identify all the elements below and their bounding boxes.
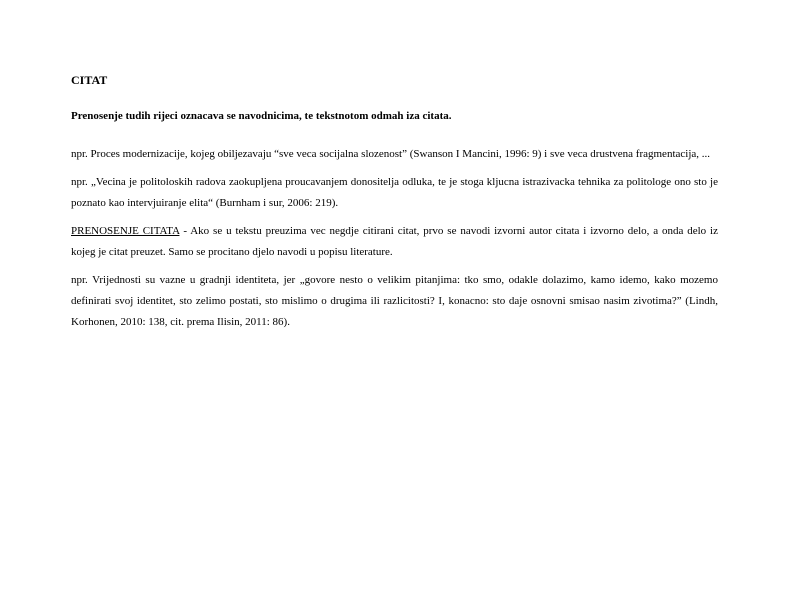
paragraph-example-3 [71, 270, 718, 333]
paragraph-lead-term: PRENOSENJE CITATA [71, 225, 180, 237]
paragraph-prenosenje-citata [71, 221, 718, 263]
paragraph-example-2 [71, 172, 718, 214]
document-page [71, 72, 718, 340]
paragraph-text: npr. „Vecina je politoloskih radova zaokupljena proucavanjem donositelja odluka, te je stoga kljucna istrazivacka tehnika za politologe ono sto je poznato kao intervjuiranje elita“ (Burnham i sur, 2006: 219). [71, 176, 718, 209]
paragraph-example-1 [71, 144, 718, 165]
document-title: CITAT [71, 73, 108, 87]
paragraph-text: - Ako se u tekstu preuzima vec negdje citirani citat, prvo se navodi izvorni autor citata i izvorno delo, a onda delo iz kojeg je citat preuzet. Samo se procitano djelo navodi u popisu literature. [71, 225, 718, 258]
document-subtitle: Prenosenje tudih rijeci oznacava se navodnicima, te tekstnotom odmah iza citata. [71, 110, 452, 122]
paragraph-text: npr. Proces modernizacije, kojeg obiljezavaju “sve veca socijalna slozenost” (Swanson I Mancini, 1996: 9) i sve veca drustvena fragmentacija, ... [71, 148, 711, 160]
paragraph-text: npr. Vrijednosti su vazne u gradnji identiteta, jer „govore nesto o velikim pitanjima: tko smo, odakle dolazimo, kamo idemo, kako mozemo definirati svoj identitet, sto zelimo postati, sto mislimo o drugima ili razlicitosti? I, konacno: sto daje osnovni smisao nasim zivotima?” (Lindh, Korhonen, 2010: 138, cit. prema Ilisin, 2011: 86). [71, 274, 718, 328]
